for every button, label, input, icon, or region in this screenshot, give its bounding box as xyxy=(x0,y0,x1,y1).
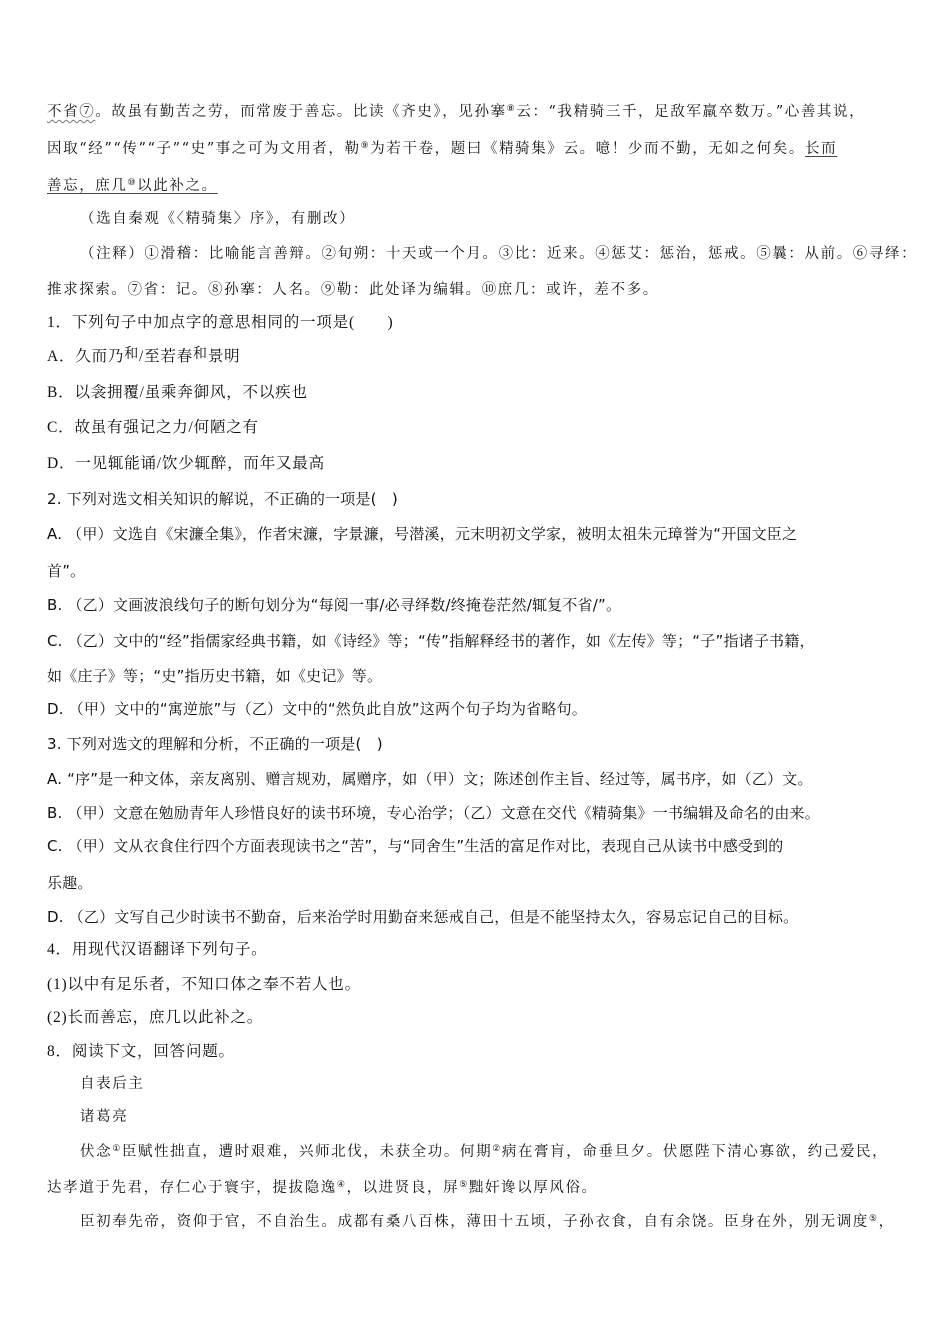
footnote-marker: ④ xyxy=(336,1180,347,1190)
passage-author: 诸葛亮 xyxy=(80,1109,129,1125)
question-1-option-a xyxy=(47,346,240,369)
question-1-stem: 1．下列句子中加点字的意思相同的一项是( ) xyxy=(47,314,394,331)
passage-line xyxy=(47,101,865,123)
passage-title: 自表后主 xyxy=(80,1076,145,1092)
question-3-option-d: D. （乙）文写自己少时读书不勤奋，后来治学时用勤奋来惩戒自己，但是不能坚持太久，容易忘记自己的目标。 xyxy=(47,908,799,926)
question-2-option-c-cont: 如《庄子》等；“史”指历史书籍，如《史记》等。 xyxy=(47,667,383,685)
passage-text: 伏念 xyxy=(80,1144,113,1160)
question-3-option-c: C. （甲）文从衣食住行四个方面表现读书之“苦”，与“同舍生”生活的富足作对比，表现自己从读书中感受到的 xyxy=(47,837,784,855)
question-1-option-b xyxy=(47,382,308,404)
option-text: 一见辄能诵/饮少辄醉，而年又最高 xyxy=(75,455,325,472)
footnote-marker: ① xyxy=(112,1144,122,1154)
footnote-marker: ⑩ xyxy=(127,178,138,188)
question-2-option-b: B. （乙）文画波浪线句子的断句划分为“每阅一事/必寻绎数/终掩卷茫然/辄复不省/”。 xyxy=(47,596,622,614)
underlined-text-part: 以此补之。 xyxy=(137,178,218,194)
underlined-text: 长而 xyxy=(804,141,838,157)
footnote-marker: ⑧ xyxy=(506,104,517,114)
passage-text: 。故虽有勤苦之劳，而常废于善忘。比读《齐史》，见孙搴 xyxy=(95,104,507,120)
source-citation: （选自秦观《〈精骑集〉序》，有删改） xyxy=(80,211,356,227)
option-label: B． xyxy=(47,384,75,401)
option-label: C． xyxy=(47,419,75,436)
question-3-option-c-cont: 乐趣。 xyxy=(47,874,93,892)
option-text: 以衾拥覆/虽乘奔御风，不以疾也 xyxy=(74,384,308,401)
option-label: D． xyxy=(47,455,76,472)
passage-text: 云：“我精骑三千，足敌军羸卒数万。”心善其说， xyxy=(516,104,866,120)
question-3-option-b: B. （甲）文意在勉励青年人珍惜良好的读书环境，专心治学；（乙）文意在交代《精骑集》一书编辑及命名的由来。 xyxy=(47,804,820,822)
passage-text: 为若干卷，题曰《精骑集》云。噫！少而不勤，无如之何矣。 xyxy=(370,141,805,157)
question-1-option-d xyxy=(47,453,325,475)
footnote-marker: ② xyxy=(492,1144,502,1154)
option-text: 久而乃 xyxy=(75,348,125,365)
passage-text: 达孝道于先君，存仁心于寰宇，提拔隐逸 xyxy=(47,1180,337,1196)
passage-text: ，以进贤良，屏 xyxy=(346,1180,460,1196)
passage-text: 因取“经”“传”“子”“史”事之可为文用者，勒 xyxy=(47,141,361,157)
passage-line xyxy=(47,175,218,197)
question-2-stem: 2. 下列对选文相关知识的解说，不正确的一项是( ) xyxy=(47,490,398,508)
question-2-option-a-cont: 首”。 xyxy=(47,562,86,580)
passage-text: 臣初奉先帝，资仰于官，不自治生。成都有桑八百株，薄田十五顷，子孙衣食，自有余饶。臣身在外，别无调度 xyxy=(80,1214,869,1230)
question-4-stem: 4．用现代汉语翻译下列句子。 xyxy=(47,941,268,958)
question-3-stem: 3. 下列对选文的理解和分析，不正确的一项是( ) xyxy=(47,735,383,753)
question-2-option-d: D. （甲）文中的“寓逆旅”与（乙）文中的“然负此自放”这两个句子均为省略句。 xyxy=(47,700,587,718)
dotted-character: 和 xyxy=(193,347,208,362)
question-2-option-a: A. （甲）文选自《宋濂全集》，作者宋濂，字景濂，号潜溪，元末明初文学家，被明太祖朱元璋誉为“开国文臣之 xyxy=(47,525,798,543)
footnote-marker: ⑨ xyxy=(360,141,371,151)
passage-text: 臣赋性拙直，遭时艰难，兴师北伐，未获全功。何期 xyxy=(121,1144,493,1160)
option-text: 景明 xyxy=(207,348,241,365)
question-4-sentence-2: (2)长而善忘，庶几以此补之。 xyxy=(47,1009,264,1026)
underlined-text-part: 善忘，庶几 xyxy=(47,178,128,194)
passage-line xyxy=(47,138,837,160)
footnote-marker: ⑤ xyxy=(459,1180,469,1190)
annotations-line: （注释）①滑稽：比喻能言善辩。②旬朔：十天或一个月。③比：近来。④惩艾：惩治，惩戒。⑤曩：从前。⑥寻绎： xyxy=(80,246,918,262)
option-label: A． xyxy=(47,348,76,365)
passage-text: ， xyxy=(878,1214,895,1230)
question-3-option-a: A. “序”是一种文体，亲友离别、赠言规劝，属赠序，如（甲）文；陈述创作主旨、经过等，属书序，如（乙）文。 xyxy=(47,770,813,788)
question-1-option-c xyxy=(47,417,259,439)
dotted-character: 和 xyxy=(124,347,140,362)
annotations-line: 推求探索。⑦省：记。⑧孙搴：人名。⑨勒：此处译为编辑。⑩庶几：或许，差不多。 xyxy=(47,282,659,298)
passage-paragraph-1 xyxy=(80,1141,888,1163)
question-8-stem: 8．阅读下文，回答问题。 xyxy=(47,1043,235,1060)
underlined-text xyxy=(47,178,218,194)
passage-paragraph-1-cont xyxy=(47,1177,598,1199)
question-2-option-c: C. （乙）文中的“经”指儒家经典书籍，如《诗经》等；“传”指解释经书的著作，如《左传》等；“子”指诸子书籍， xyxy=(47,632,815,650)
passage-text: 病在膏肓，命垂旦夕。伏愿陛下清心寡欲，约己爱民， xyxy=(501,1144,889,1160)
question-4-sentence-1: (1)以中有足乐者，不知口体之奉不若人也。 xyxy=(47,976,361,993)
passage-paragraph-2 xyxy=(80,1211,895,1233)
footnote-marker: ⑤ xyxy=(868,1214,879,1224)
option-text: 故虽有强记之力/何陋之有 xyxy=(74,419,259,436)
wavy-underlined-text: 不省⑦ xyxy=(47,104,96,120)
passage-text: 黜奸谗以厚风俗。 xyxy=(468,1180,598,1196)
option-text: /至若春 xyxy=(139,348,194,365)
